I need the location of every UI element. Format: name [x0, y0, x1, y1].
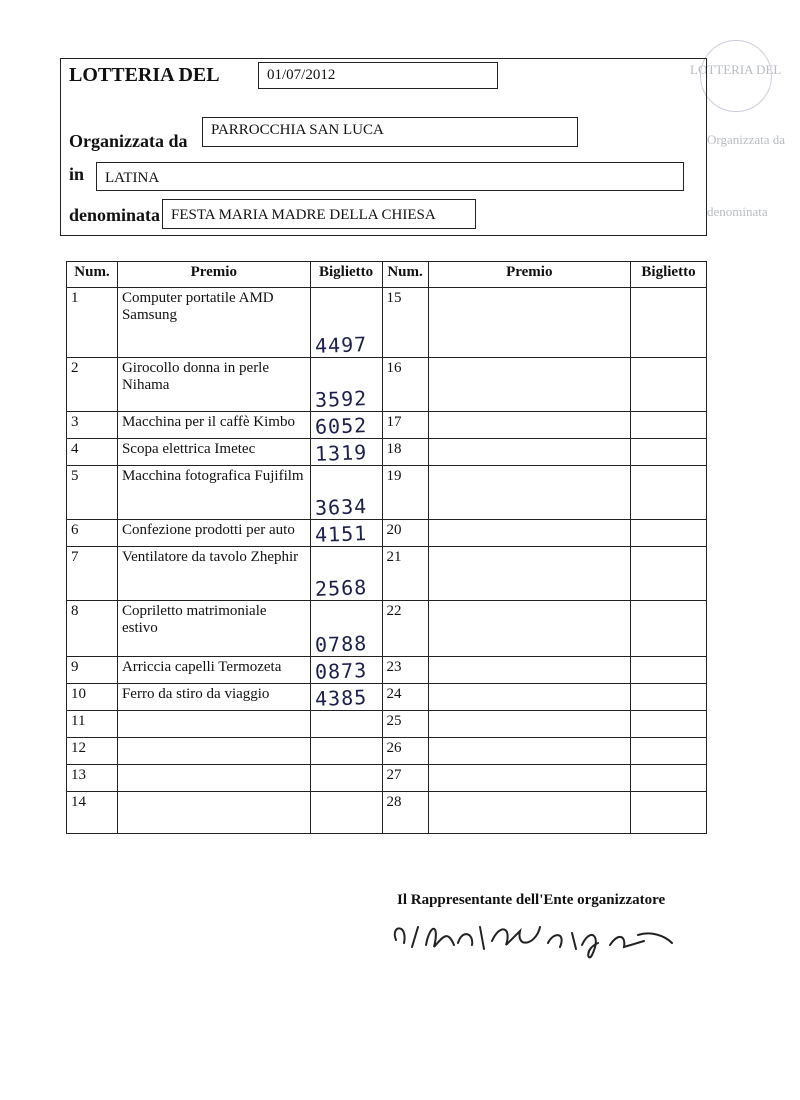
table-row	[67, 358, 707, 412]
handwritten-ticket-number: 0873	[314, 658, 368, 684]
left-num-cell: 12	[67, 738, 118, 765]
col-header-num: Num.	[67, 262, 118, 288]
place-field: LATINA	[96, 162, 684, 191]
title-label: LOTTERIA DEL	[69, 64, 220, 86]
handwritten-ticket-number: 3634	[314, 494, 368, 520]
table-row	[67, 439, 707, 466]
left-prize-cell: Confezione prodotti per auto	[117, 520, 310, 547]
table-row	[67, 520, 707, 547]
right-ticket-cell	[631, 684, 707, 711]
table-row	[67, 684, 707, 711]
handwritten-ticket-number: 0788	[314, 631, 368, 657]
organizer-field: PARROCCHIA SAN LUCA	[202, 117, 578, 147]
left-ticket-cell	[310, 684, 382, 711]
left-num-cell: 14	[67, 792, 118, 834]
left-num-cell: 6	[67, 520, 118, 547]
handwritten-ticket-number: 1319	[314, 440, 368, 466]
right-ticket-cell	[631, 439, 707, 466]
left-prize-cell: Copriletto matrimoniale estivo	[117, 601, 310, 657]
left-ticket-cell	[310, 601, 382, 657]
left-ticket-cell	[310, 288, 382, 358]
right-num-cell: 28	[382, 792, 428, 834]
right-prize-cell	[428, 466, 630, 520]
right-ticket-cell	[631, 657, 707, 684]
right-num-cell: 25	[382, 711, 428, 738]
handwritten-ticket-number: 4151	[314, 521, 368, 547]
left-prize-cell	[117, 711, 310, 738]
table-row	[67, 466, 707, 520]
table-row	[67, 657, 707, 684]
organizer-label: Organizzata da	[69, 131, 188, 151]
left-num-cell: 13	[67, 765, 118, 792]
right-num-cell: 19	[382, 466, 428, 520]
bleed-through-text: Organizzata da	[707, 132, 786, 147]
table-row	[67, 412, 707, 439]
table-row	[67, 547, 707, 601]
left-num-cell: 8	[67, 601, 118, 657]
event-label: denominata	[69, 205, 161, 225]
lottery-header	[60, 58, 707, 236]
right-ticket-cell	[631, 358, 707, 412]
left-ticket-cell	[310, 738, 382, 765]
table-header-row	[67, 262, 707, 288]
left-ticket-cell	[310, 520, 382, 547]
right-num-cell: 20	[382, 520, 428, 547]
left-prize-cell: Scopa elettrica Imetec	[117, 439, 310, 466]
left-ticket-cell	[310, 358, 382, 412]
right-prize-cell	[428, 288, 630, 358]
handwritten-ticket-number: 3592	[314, 386, 368, 412]
left-ticket-cell	[310, 439, 382, 466]
right-num-cell: 24	[382, 684, 428, 711]
right-ticket-cell	[631, 601, 707, 657]
event-field: FESTA MARIA MADRE DELLA CHIESA	[162, 199, 476, 229]
right-num-cell: 18	[382, 439, 428, 466]
right-ticket-cell	[631, 466, 707, 520]
left-ticket-cell	[310, 547, 382, 601]
left-ticket-cell	[310, 466, 382, 520]
left-num-cell: 10	[67, 684, 118, 711]
right-ticket-cell	[631, 520, 707, 547]
right-prize-cell	[428, 547, 630, 601]
left-prize-cell: Computer portatile AMD Samsung	[117, 288, 310, 358]
place-label: in	[69, 164, 85, 184]
table-row	[67, 792, 707, 834]
left-num-cell: 2	[67, 358, 118, 412]
handwritten-ticket-number: 2568	[314, 575, 368, 601]
table-row	[67, 711, 707, 738]
bleed-through-seal	[700, 40, 772, 112]
col-header-num: Num.	[382, 262, 428, 288]
right-num-cell: 15	[382, 288, 428, 358]
left-prize-cell: Ventilatore da tavolo Zhephir	[117, 547, 310, 601]
col-header-prize: Premio	[117, 262, 310, 288]
right-ticket-cell	[631, 288, 707, 358]
left-prize-cell: Arriccia capelli Termozeta	[117, 657, 310, 684]
date-field: 01/07/2012	[258, 62, 498, 89]
left-ticket-cell	[310, 765, 382, 792]
right-prize-cell	[428, 765, 630, 792]
col-header-prize: Premio	[428, 262, 630, 288]
right-prize-cell	[428, 738, 630, 765]
handwritten-signature	[388, 905, 688, 965]
right-num-cell: 22	[382, 601, 428, 657]
left-prize-cell	[117, 765, 310, 792]
bleed-through-text: denominata	[707, 204, 768, 219]
handwritten-ticket-number: 4385	[314, 685, 368, 711]
left-prize-cell	[117, 738, 310, 765]
left-num-cell: 11	[67, 711, 118, 738]
right-ticket-cell	[631, 711, 707, 738]
left-ticket-cell	[310, 657, 382, 684]
left-ticket-cell	[310, 792, 382, 834]
right-num-cell: 17	[382, 412, 428, 439]
left-prize-cell: Macchina per il caffè Kimbo	[117, 412, 310, 439]
col-header-ticket: Biglietto	[631, 262, 707, 288]
left-num-cell: 1	[67, 288, 118, 358]
table-row	[67, 601, 707, 657]
left-num-cell: 9	[67, 657, 118, 684]
left-prize-cell	[117, 792, 310, 834]
table-row	[67, 288, 707, 358]
right-num-cell: 27	[382, 765, 428, 792]
left-prize-cell: Girocollo donna in perle Nihama	[117, 358, 310, 412]
left-num-cell: 3	[67, 412, 118, 439]
handwritten-ticket-number: 4497	[314, 332, 368, 358]
right-prize-cell	[428, 792, 630, 834]
right-prize-cell	[428, 520, 630, 547]
col-header-ticket: Biglietto	[310, 262, 382, 288]
left-num-cell: 7	[67, 547, 118, 601]
right-num-cell: 26	[382, 738, 428, 765]
left-prize-cell: Macchina fotografica Fujifilm	[117, 466, 310, 520]
prize-table	[66, 261, 707, 834]
right-ticket-cell	[631, 792, 707, 834]
right-prize-cell	[428, 439, 630, 466]
right-num-cell: 16	[382, 358, 428, 412]
right-ticket-cell	[631, 738, 707, 765]
right-prize-cell	[428, 412, 630, 439]
left-num-cell: 4	[67, 439, 118, 466]
right-prize-cell	[428, 684, 630, 711]
left-num-cell: 5	[67, 466, 118, 520]
left-ticket-cell	[310, 711, 382, 738]
right-ticket-cell	[631, 412, 707, 439]
left-ticket-cell	[310, 412, 382, 439]
right-prize-cell	[428, 601, 630, 657]
right-num-cell: 23	[382, 657, 428, 684]
bleed-through-text: LOTTERIA DEL	[690, 62, 782, 77]
handwritten-ticket-number: 6052	[314, 413, 368, 439]
right-prize-cell	[428, 358, 630, 412]
right-ticket-cell	[631, 765, 707, 792]
right-ticket-cell	[631, 547, 707, 601]
table-row	[67, 765, 707, 792]
left-prize-cell: Ferro da stiro da viaggio	[117, 684, 310, 711]
signature-label: Il Rappresentante dell'Ente organizzatore	[397, 892, 666, 908]
right-prize-cell	[428, 711, 630, 738]
right-prize-cell	[428, 657, 630, 684]
right-num-cell: 21	[382, 547, 428, 601]
table-row	[67, 738, 707, 765]
